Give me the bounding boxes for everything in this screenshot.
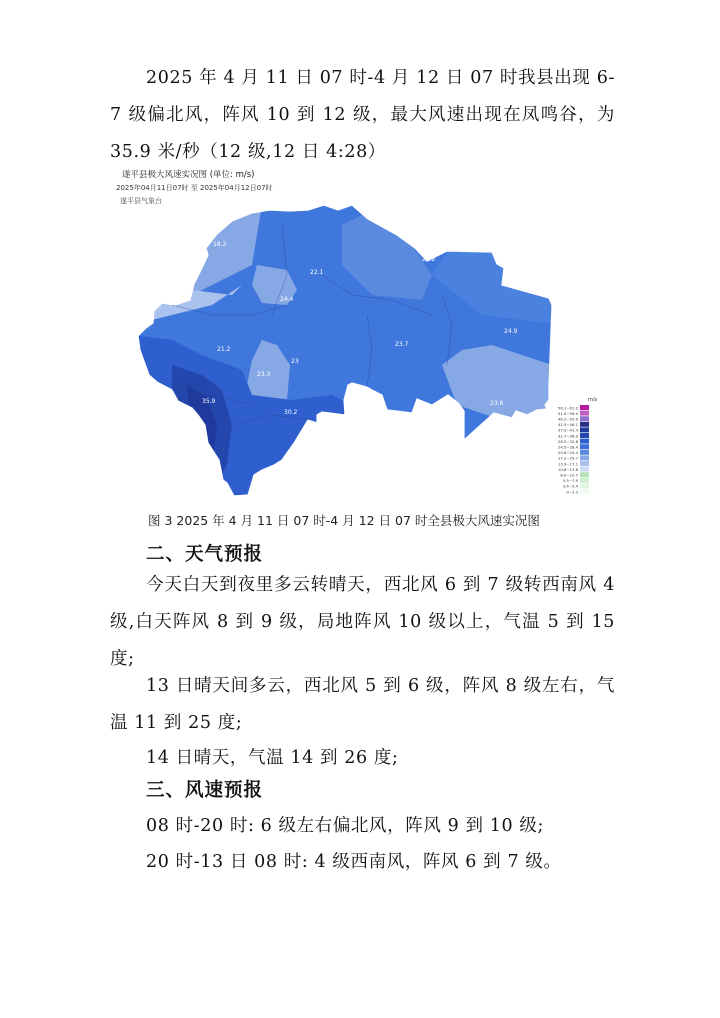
forecast-text-2: 13 日晴天间多云，西北风 5 到 6 级，阵风 8 级左右，气温 11 到 25 度; (110, 676, 615, 733)
map-source: 遂平县气象台 (120, 197, 162, 205)
map-subtitle: 2025年04月11日07时 至 2025年04月12日07时 (116, 184, 273, 192)
station-value: 18.2 (213, 241, 227, 248)
legend-swatch (580, 455, 589, 460)
station-value: 23.3 (257, 371, 271, 378)
legend-label: 5.5~7.9 (562, 478, 578, 484)
section2-heading: 二、天气预报 (146, 544, 264, 565)
legend-label: 8.0~10.7 (560, 472, 578, 478)
station-value: 24.4 (280, 296, 294, 303)
figure-caption: 图 3 2025 年 4 月 11 日 07 时-4 月 12 日 07 时全县极大风速实况图 (148, 513, 540, 528)
legend-label: 37.0~41.4 (557, 427, 578, 433)
legend-swatch (580, 427, 589, 432)
map-title: 遂平县极大风速实况图 (单位: m/s) (122, 170, 255, 180)
intro-text: 2025 年 4 月 11 日 07 时-4 月 12 日 07 时我县出现 6-7 级偏北风，阵风 10 到 12 级，最大风速出现在凤鸣谷，为 35.9 米/秒（12 级,12 日 4:28） (110, 68, 615, 162)
intro-paragraph (110, 60, 615, 171)
forecast-text-1: 今天白天到夜里多云转晴天，西北风 6 到 7 级转西南风 4 级,白天阵风 8 到 9 级，局地阵风 10 级以上，气温 5 到 15 度; (110, 575, 615, 669)
legend-label: 17.2~20.7 (557, 455, 578, 461)
legend-swatch (580, 439, 589, 444)
forecast-paragraph-2 (110, 668, 615, 742)
legend-swatch (580, 416, 589, 421)
legend-swatch (580, 450, 589, 455)
legend-swatch (580, 433, 589, 438)
legend-label: 41.5~46.1 (557, 422, 578, 428)
station-value: 22.2 (422, 256, 436, 263)
wind-forecast-line-1: 08 时-20 时: 6 级左右偏北风，阵风 9 到 10 级; (146, 816, 544, 836)
legend-label: 20.8~24.4 (557, 450, 578, 456)
section3-heading: 三、风速预报 (146, 780, 264, 801)
legend-swatch (580, 411, 589, 416)
forecast-paragraph-3: 14 日晴天，气温 14 到 26 度; (146, 748, 399, 768)
legend-swatch (580, 405, 589, 410)
station-value: 24.9 (504, 328, 518, 335)
legend-label: 28.5~32.6 (557, 438, 578, 444)
legend-swatch (580, 444, 589, 449)
legend-swatch (580, 461, 589, 466)
legend-label: 3.4~5.4 (562, 483, 578, 489)
legend-label: 13.9~17.1 (557, 461, 578, 467)
legend-swatch (580, 478, 589, 483)
station-value: 30.2 (284, 409, 298, 416)
station-value: 23.6 (490, 400, 504, 407)
wind-forecast-line-2: 20 时-13 日 08 时: 4 级西南风，阵风 6 到 7 级。 (146, 852, 562, 872)
wind-map-figure (112, 165, 615, 505)
legend-label: 56.1~61.2 (557, 405, 578, 411)
legend-label: 24.5~28.4 (557, 444, 578, 450)
wind-map-svg (112, 165, 615, 505)
legend-unit: m/s (588, 397, 598, 403)
station-value: 21.2 (217, 346, 231, 353)
legend-label: 46.2~50.9 (557, 416, 578, 422)
legend-swatch (580, 472, 589, 477)
legend-label: 32.7~36.9 (557, 433, 578, 439)
station-value: 35.9 (202, 398, 216, 405)
legend-label: 51.0~56.0 (557, 410, 578, 416)
forecast-paragraph-1 (110, 567, 615, 678)
station-value: 23 (291, 358, 299, 365)
legend-swatch (580, 483, 589, 488)
legend-swatch (580, 422, 589, 427)
legend-swatch (580, 489, 589, 494)
station-value: 22.1 (310, 269, 324, 276)
legend-label: 10.8~13.8 (557, 466, 578, 472)
legend-label: 0~3.3 (566, 489, 578, 495)
station-value: 23.7 (395, 341, 409, 348)
legend-swatch (580, 467, 589, 472)
